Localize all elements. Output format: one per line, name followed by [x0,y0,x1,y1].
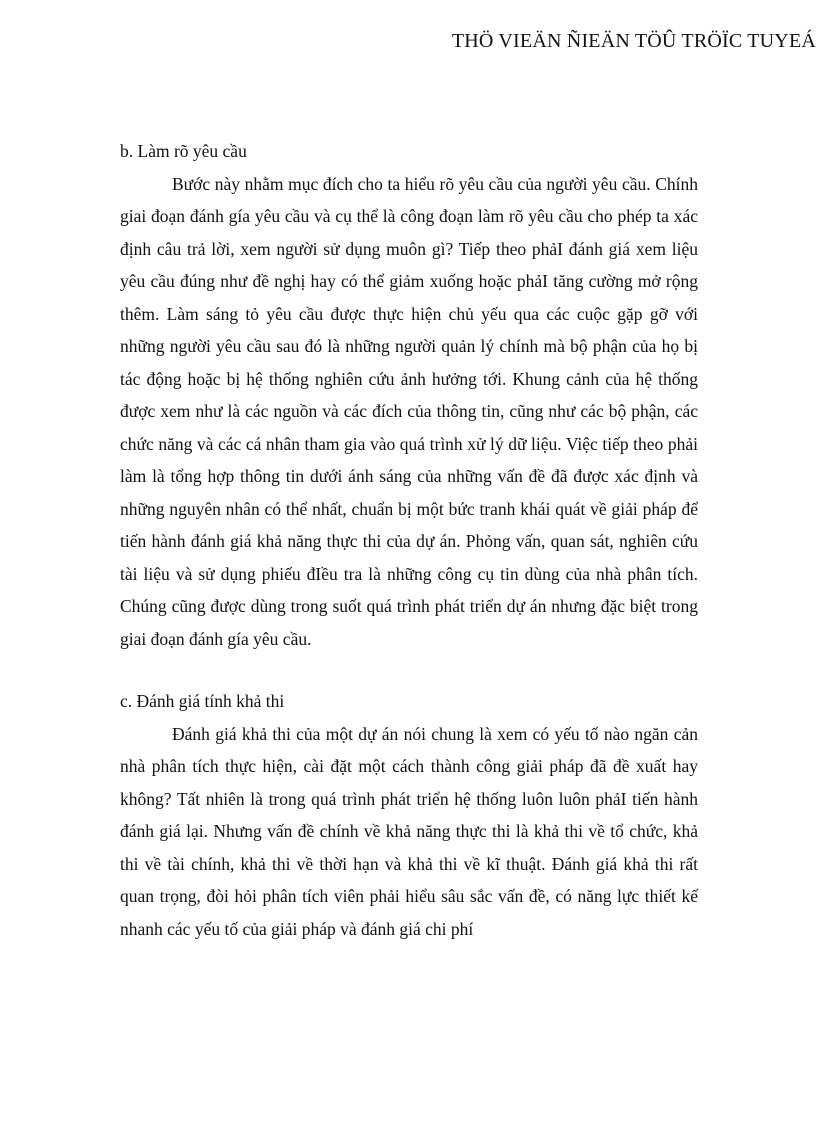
section-paragraph-c: Đánh giá khả thi của một dự án nói chung là xem có yếu tố nào ngăn cản nhà phân tích thực hiện, cài đặt một cách thành công giải pháp đã đề xuất hay không? Tất nhiên là trong quá trình phát triển hệ thống luôn luôn phảI tiến hành đánh giá lại. Nhưng vấn đề chính về khả năng thực thi là khả thi về tổ chức, khả thi về tài chính, khả thi về thời hạn và khả thi về kĩ thuật. Đánh giá khả thi rất quan trọng, đòi hỏi phân tích viên phải hiểu sâu sắc vấn đề, có năng lực thiết kế nhanh các yếu tố của giải pháp và đánh giá chi phí [120,723,698,939]
document-body [120,135,698,945]
section-paragraph-b: Bước này nhằm mục đích cho ta hiểu rõ yêu cầu của người yêu cầu. Chính giai đoạn đánh gía yêu cầu và cụ thể là công đoạn làm rõ yêu cầu cho phép ta xác định câu trả lời, xem người sử dụng muôn gì? Tiếp theo phảI đánh giá xem liệu yêu cầu đúng như đề nghị hay có thể giảm xuống hoặc phảI tăng cường mở rộng thêm. Làm sáng tỏ yêu cầu được thực hiện chủ yếu qua các cuộc gặp gỡ với những người yêu cầu sau đó là những người quản lý chính mà bộ phận của họ bị tác động hoặc bị hệ thống nghiên cứu ảnh hưởng tới. Khung cảnh của hệ thống được xem như là các nguồn và các đích của thông tin, cũng như các bộ phận, các chức năng và các cá nhân tham gia vào quá trình xử lý dữ liệu. Việc tiếp theo phải làm là tổng hợp thông tin dưới ánh sáng của những vấn đề đã được xác định và những nguyên nhân có thể nhất, chuẩn bị một bức tranh khái quát về giải pháp để tiến hành đánh giá khả năng thực thi của dự án. Phỏng vấn, quan sát, nghiên cứu tài liệu và sử dụng phiếu đIều tra là những công cụ tin dùng của nhà phân tích. Chúng cũng được dùng trong suốt quá trình phát triển dự án nhưng đặc biệt trong giai đoạn đánh gía yêu cầu. [120,173,698,649]
section-divider-space [120,655,698,685]
page-header: THÖ VIEÄN ÑIEÄN TÖÛ TRÖÏC TUYEÁ [451,30,816,52]
section-heading-c: c. Đánh giá tính khả thi [120,691,285,711]
section-heading-b: b. Làm rõ yêu cầu [120,141,247,161]
